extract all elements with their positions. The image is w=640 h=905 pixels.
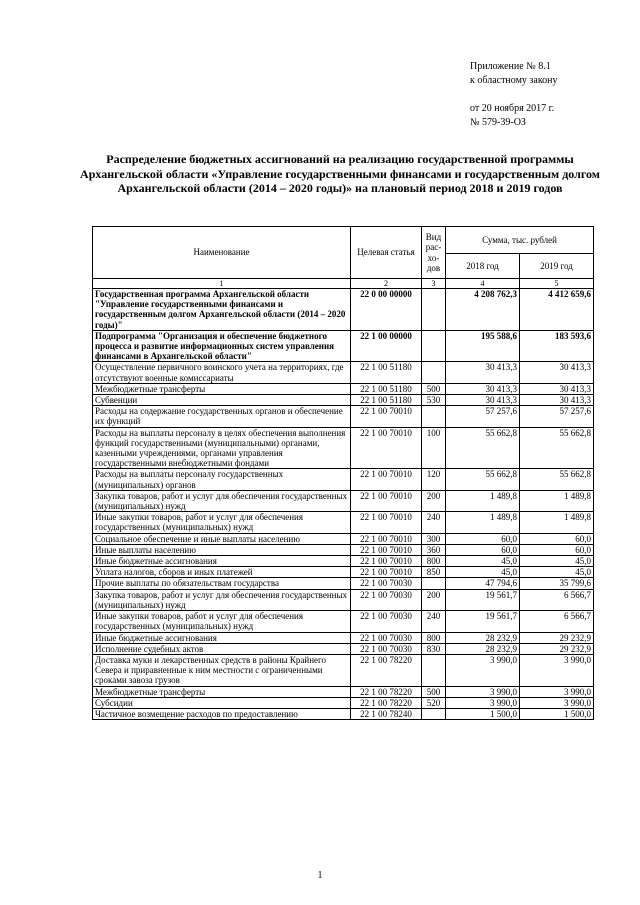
row-name: Частичное возмещение расходов по предоставлению — [93, 708, 351, 719]
row-name: Социальное обеспечение и иные выплаты населению — [93, 533, 351, 544]
row-code: 22 1 00 70010 — [351, 490, 422, 511]
row-2018: 1 500,0 — [446, 708, 520, 719]
document-title: Распределение бюджетных ассигнований на реализацию государственной программы Архангельской области «Управление государственными финансами и государственным долгом Архангельской области (2014 – 2020 годы)» на плановый период 2018 и 2019 годов — [80, 152, 600, 195]
row-2019: 45,0 — [520, 567, 594, 578]
row-type: 530 — [422, 395, 446, 406]
row-2018: 1 489,8 — [446, 512, 520, 533]
row-name: Подпрограмма "Организация и обеспечение бюджетного процесса и развитие информационных систем управления финансами в Архангельской области" — [93, 330, 351, 362]
row-type: 120 — [422, 469, 446, 490]
row-2018: 55 662,8 — [446, 427, 520, 469]
row-2018: 28 232,9 — [446, 632, 520, 643]
row-2018: 3 990,0 — [446, 686, 520, 697]
row-type: 200 — [422, 490, 446, 511]
table-row — [93, 427, 594, 469]
row-2018: 30 413,3 — [446, 395, 520, 406]
row-code: 22 1 00 70010 — [351, 556, 422, 567]
row-type: 500 — [422, 686, 446, 697]
row-code: 22 1 00 70010 — [351, 544, 422, 555]
row-2019: 3 990,0 — [520, 697, 594, 708]
column-numbers-row — [93, 279, 594, 289]
row-name: Иные закупки товаров, работ и услуг для обеспечения государственных (муниципальных) нужд — [93, 611, 351, 632]
row-type: 800 — [422, 556, 446, 567]
row-code: 22 1 00 70010 — [351, 406, 422, 427]
annex-block — [470, 60, 558, 130]
table-row — [93, 578, 594, 589]
row-2019: 4 412 659,6 — [520, 289, 594, 331]
table-row — [93, 406, 594, 427]
table-row — [93, 611, 594, 632]
row-2019: 183 593,6 — [520, 330, 594, 362]
row-2019: 30 413,3 — [520, 362, 594, 383]
row-name: Государственная программа Архангельской области "Управление государственными финансами и государственным долгом Архангельской области (2014 – 2020 годы)" — [93, 289, 351, 331]
table-row — [93, 697, 594, 708]
row-name: Закупка товаров, работ и услуг для обеспечения государственных (муниципальных) нужд — [93, 490, 351, 511]
annex-line-3: от 20 ноября 2017 г. — [470, 103, 555, 114]
row-code: 22 1 00 51180 — [351, 383, 422, 394]
row-code: 22 1 00 70010 — [351, 512, 422, 533]
row-type — [422, 362, 446, 383]
row-2018: 45,0 — [446, 567, 520, 578]
row-type: 300 — [422, 533, 446, 544]
row-2019: 6 566,7 — [520, 611, 594, 632]
row-type: 850 — [422, 567, 446, 578]
row-2019: 30 413,3 — [520, 395, 594, 406]
row-2019: 55 662,8 — [520, 427, 594, 469]
table-row — [93, 330, 594, 362]
row-type — [422, 654, 446, 686]
row-type — [422, 289, 446, 331]
row-2019: 35 799,6 — [520, 578, 594, 589]
row-2018: 195 588,6 — [446, 330, 520, 362]
row-name: Иные бюджетные ассигнования — [93, 556, 351, 567]
table-row — [93, 632, 594, 643]
row-type: 520 — [422, 697, 446, 708]
row-2019: 57 257,6 — [520, 406, 594, 427]
row-type — [422, 578, 446, 589]
row-2019: 29 232,9 — [520, 643, 594, 654]
table-row — [93, 395, 594, 406]
row-code: 22 1 00 78220 — [351, 686, 422, 697]
colnum-4: 4 — [446, 279, 520, 289]
row-2019: 29 232,9 — [520, 632, 594, 643]
row-name: Межбюджетные трансферты — [93, 686, 351, 697]
row-code: 22 1 00 70030 — [351, 589, 422, 610]
row-2018: 30 413,3 — [446, 362, 520, 383]
row-name: Субвенции — [93, 395, 351, 406]
row-name: Межбюджетные трансферты — [93, 383, 351, 394]
header-2019: 2019 год — [520, 254, 594, 279]
row-type: 240 — [422, 611, 446, 632]
row-code: 22 1 00 70010 — [351, 427, 422, 469]
table-row — [93, 289, 594, 331]
table-row — [93, 383, 594, 394]
row-name: Расходы на выплаты персоналу государственных (муниципальных) органов — [93, 469, 351, 490]
header-type: Вид рас-хо-дов — [422, 227, 446, 279]
row-code: 22 1 00 51180 — [351, 395, 422, 406]
row-2019: 6 566,7 — [520, 589, 594, 610]
row-2018: 47 794,6 — [446, 578, 520, 589]
row-code: 22 1 00 78220 — [351, 654, 422, 686]
row-code: 22 1 00 78240 — [351, 708, 422, 719]
row-type — [422, 708, 446, 719]
header-row-1 — [93, 227, 594, 254]
row-2018: 55 662,8 — [446, 469, 520, 490]
row-2018: 3 990,0 — [446, 654, 520, 686]
row-2019: 60,0 — [520, 544, 594, 555]
row-2018: 19 561,7 — [446, 589, 520, 610]
row-name: Закупка товаров, работ и услуг для обеспечения государственных (муниципальных) нужд — [93, 589, 351, 610]
row-type: 240 — [422, 512, 446, 533]
page-number: 1 — [317, 870, 323, 881]
table-row — [93, 708, 594, 719]
row-code: 22 1 00 70010 — [351, 469, 422, 490]
row-2019: 30 413,3 — [520, 383, 594, 394]
header-code: Целевая статья — [351, 227, 422, 279]
colnum-5: 5 — [520, 279, 594, 289]
row-type: 830 — [422, 643, 446, 654]
row-type: 100 — [422, 427, 446, 469]
row-2019: 1 489,8 — [520, 490, 594, 511]
row-2018: 19 561,7 — [446, 611, 520, 632]
table-row — [93, 512, 594, 533]
row-type: 800 — [422, 632, 446, 643]
row-code: 22 1 00 70010 — [351, 533, 422, 544]
row-2018: 57 257,6 — [446, 406, 520, 427]
row-code: 22 1 00 00000 — [351, 330, 422, 362]
row-name: Расходы на содержание государственных органов и обеспечение их функций — [93, 406, 351, 427]
row-code: 22 1 00 70030 — [351, 578, 422, 589]
row-2019: 1 489,8 — [520, 512, 594, 533]
row-type: 200 — [422, 589, 446, 610]
row-type: 500 — [422, 383, 446, 394]
row-name: Доставка муки и лекарственных средств в районы Крайнего Севера и приравненные к ним местности с ограниченными сроками завоза грузов — [93, 654, 351, 686]
table-row — [93, 490, 594, 511]
row-code: 22 1 00 70010 — [351, 567, 422, 578]
row-2019: 45,0 — [520, 556, 594, 567]
table-row — [93, 533, 594, 544]
annex-line-2: к областному закону — [470, 75, 558, 86]
row-2019: 60,0 — [520, 533, 594, 544]
row-code: 22 1 00 70030 — [351, 643, 422, 654]
colnum-1: 1 — [93, 279, 351, 289]
row-name: Уплата налогов, сборов и иных платежей — [93, 567, 351, 578]
row-code: 22 1 00 78220 — [351, 697, 422, 708]
row-2018: 30 413,3 — [446, 383, 520, 394]
annex-line-4: № 579-39-ОЗ — [470, 117, 526, 128]
row-2019: 3 990,0 — [520, 654, 594, 686]
annex-line-1: Приложение № 8.1 — [470, 61, 551, 72]
row-name: Осуществление первичного воинского учета на территориях, где отсутствуют военные комиссариаты — [93, 362, 351, 383]
colnum-3: 3 — [422, 279, 446, 289]
table-row — [93, 362, 594, 383]
table-row — [93, 567, 594, 578]
row-type — [422, 406, 446, 427]
row-2018: 60,0 — [446, 533, 520, 544]
row-2018: 45,0 — [446, 556, 520, 567]
row-code: 22 1 00 70030 — [351, 611, 422, 632]
row-code: 22 1 00 51180 — [351, 362, 422, 383]
row-code: 22 1 00 70030 — [351, 632, 422, 643]
table-row — [93, 589, 594, 610]
colnum-2: 2 — [351, 279, 422, 289]
row-name: Прочие выплаты по обязательствам государства — [93, 578, 351, 589]
budget-table — [92, 226, 594, 720]
row-2018: 28 232,9 — [446, 643, 520, 654]
table-row — [93, 544, 594, 555]
row-2018: 3 990,0 — [446, 697, 520, 708]
table-row — [93, 654, 594, 686]
row-name: Иные бюджетные ассигнования — [93, 632, 351, 643]
row-name: Иные закупки товаров, работ и услуг для обеспечения государственных (муниципальных) нужд — [93, 512, 351, 533]
table-row — [93, 469, 594, 490]
row-2019: 3 990,0 — [520, 686, 594, 697]
row-name: Исполнение судебных актов — [93, 643, 351, 654]
row-name: Субсидии — [93, 697, 351, 708]
row-2019: 55 662,8 — [520, 469, 594, 490]
table-row — [93, 556, 594, 567]
row-2018: 60,0 — [446, 544, 520, 555]
row-code: 22 0 00 00000 — [351, 289, 422, 331]
header-2018: 2018 год — [446, 254, 520, 279]
row-name: Расходы на выплаты персоналу в целях обеспечения выполнения функций государственными (муниципальными) органами, казенными учреждениями, органами управления государственными внебюджетными фондами — [93, 427, 351, 469]
header-name: Наименование — [93, 227, 351, 279]
row-type: 360 — [422, 544, 446, 555]
row-name: Иные выплаты населению — [93, 544, 351, 555]
row-2018: 4 208 762,3 — [446, 289, 520, 331]
row-2018: 1 489,8 — [446, 490, 520, 511]
header-sum: Сумма, тыс. рублей — [446, 227, 594, 254]
table-row — [93, 643, 594, 654]
row-2019: 1 500,0 — [520, 708, 594, 719]
table-row — [93, 686, 594, 697]
row-type — [422, 330, 446, 362]
